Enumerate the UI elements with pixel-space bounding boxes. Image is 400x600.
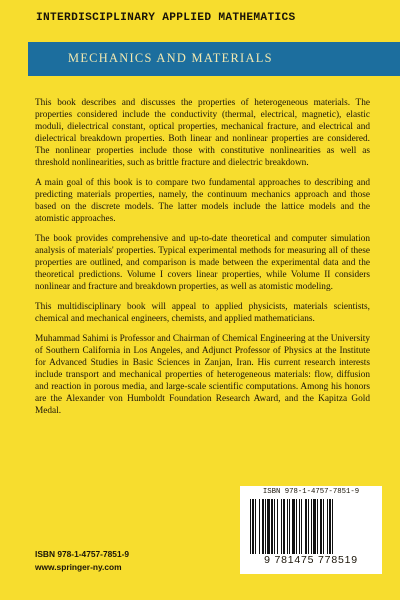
blurb-paragraph-description: This book describes and discusses the properties of heterogeneous materials. The properties considered include the conductivity (thermal, electrical, magnetic), elastic moduli, dielectrical constant, optical properties, mechanical fracture, and electrical and dielectrical breakdown properties. Both linear and nonlinear properties are considered. The nonlinear properties include those with constitutive nonlinearities as well as threshold nonlinearities, such as brittle fracture and dielectric breakdown. [35,98,370,168]
barcode-bar [287,499,288,554]
barcode-block [240,486,382,574]
barcode-isbn-label: ISBN 978-1-4757-7851-9 [262,488,360,496]
blurb-paragraph-content: The book provides comprehensive and up-to-date theoretical and computer simulation analysis of materials' properties. Typical experimental methods for measuring all of these properties are outlined, and comparison is made between the experimental data and the theoretical predictions. Volume I covers linear properties, while Volume II considers nonlinear and fracture and breakdown properties, as well as atomistic modeling. [35,234,370,292]
barcode-graphic [248,499,374,554]
barcode-bar [267,499,270,554]
barcode-bar [250,499,251,554]
barcode-bar [317,499,318,554]
barcode-bar [329,499,331,554]
barcode-bar [323,499,324,554]
barcode-bar [296,499,297,554]
barcode-bar [311,499,312,554]
barcode-bar [259,499,260,554]
subseries-band [28,42,400,76]
barcode-bar [281,499,282,554]
series-title: INTERDISCIPLINARY APPLIED MATHEMATICS [36,12,296,24]
subseries-title: MECHANICS AND MATERIALS [68,51,273,65]
barcode-bar [255,499,256,554]
barcode-bar [332,499,333,554]
blurb [35,98,370,426]
barcode-bar [305,499,307,554]
barcode-number: 9 781475 778519 [264,554,358,566]
barcode-bar [292,499,295,554]
blurb-paragraph-author: Muhammad Sahimi is Professor and Chairman of Chemical Engineering at the University of Southern California in Los Angeles, and Adjunct Professor of Physics at the Institute for Advanced Studies in Basic Sciences in Zanjan, Iran. His current research interests include transport and mechanical properties of heterogeneous materials: flow, diffusion and reaction in porous media, and large-scale scientific computations. Among his honors are the Alexander von Humboldt Foundation Research Award, and the Kapitza Gold Medal. [35,334,370,416]
isbn-label: ISBN 978-1-4757-7851-9 [35,549,130,559]
barcode-bar [299,499,300,554]
barcode-bar [289,499,290,554]
barcode-bar [262,499,264,554]
barcode-bar [283,499,285,554]
blurb-paragraph-audience: This multidisciplinary book will appeal to applied physicists, materials scientists, chemical and mechanical engineers, chemists, and applied mathematicians. [35,302,370,324]
barcode-bar [252,499,254,554]
barcode-bar [308,499,309,554]
barcode-bar [327,499,328,554]
barcode-bar [265,499,266,554]
barcode-bar [301,499,302,554]
blurb-paragraph-goal: A main goal of this book is to compare two fundamental approaches to describing and predicting materials properties, namely, the continuum mechanics approach and those based on the discrete models. The latter models include the lattice models and the atomistic approaches. [35,177,370,224]
publisher-website: www.springer-ny.com [35,562,122,572]
barcode-bar [320,499,322,554]
barcode-bar [274,499,275,554]
barcode-bar [313,499,316,554]
barcode-bar [271,499,273,554]
barcode-bar [277,499,278,554]
